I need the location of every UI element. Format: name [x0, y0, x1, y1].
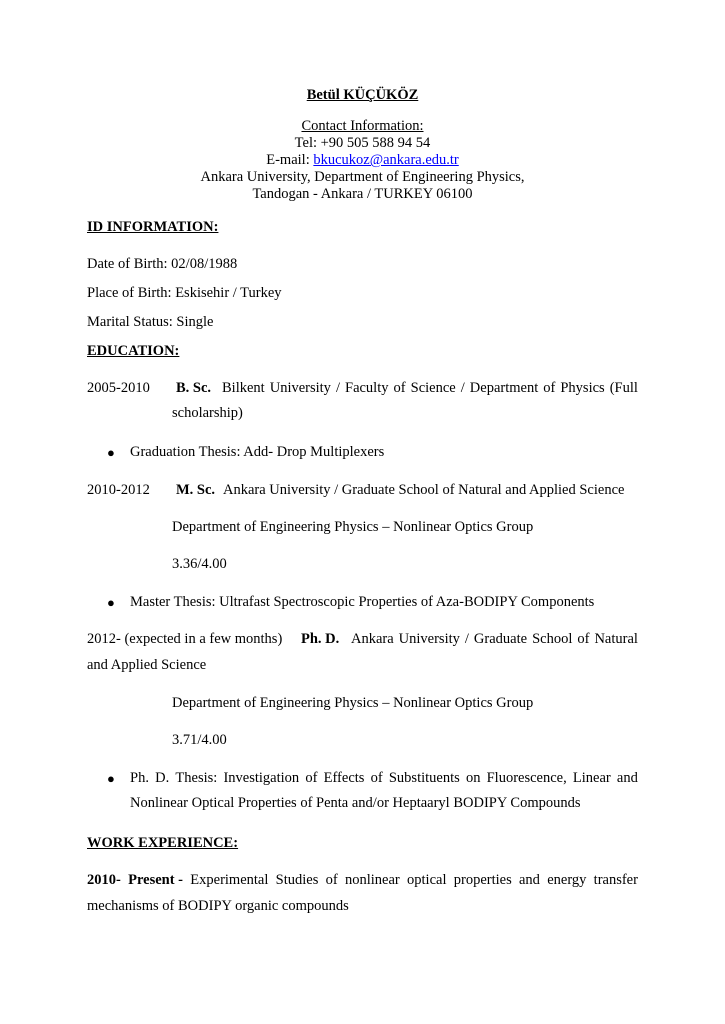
word: transfer	[593, 872, 638, 888]
word: Ankara	[351, 631, 394, 647]
address-line-1: Ankara University, Department of Engineering Physics,	[200, 169, 525, 185]
word: Investigation	[223, 770, 300, 786]
word: energy	[547, 872, 587, 888]
word: optical	[407, 872, 447, 888]
word: of	[370, 770, 383, 786]
work-period-present: Present -	[128, 872, 184, 888]
work-line-2: mechanisms of BODIPY organic compounds	[87, 898, 349, 914]
word: (Full	[609, 380, 638, 396]
word: nonlinear	[344, 872, 400, 888]
word: properties	[453, 872, 512, 888]
bsc-thesis: Graduation Thesis: Add- Drop Multiplexers	[130, 444, 385, 460]
phd-gpa: 3.71/4.00	[172, 732, 227, 748]
word: Thesis:	[175, 770, 218, 786]
msc-university: Ankara University / Graduate School of Natural and Applied Science	[223, 482, 625, 498]
word: Natural	[594, 631, 638, 647]
word: /	[335, 380, 340, 396]
msc-gpa: 3.36/4.00	[172, 556, 227, 572]
place-of-birth: Place of Birth: Eskisehir / Turkey	[87, 285, 282, 301]
bsc-line-1	[222, 380, 638, 397]
phd-years: 2012- (expected in a few months)	[87, 631, 283, 647]
word: of	[393, 380, 406, 396]
word: /	[460, 380, 465, 396]
phd-degree: Ph. D.	[301, 631, 340, 647]
education-heading: EDUCATION:	[87, 343, 180, 359]
phd-thesis-line-1	[130, 770, 638, 787]
word: Ph.	[130, 770, 149, 786]
bullet-icon: ●	[107, 771, 115, 786]
word: Experimental	[190, 872, 269, 888]
word: of	[543, 380, 556, 396]
word: Effects	[323, 770, 365, 786]
word: School	[532, 631, 573, 647]
word: /	[464, 631, 469, 647]
word: of	[325, 872, 338, 888]
work-period: 2010-	[87, 872, 121, 888]
contact-tel: Tel: +90 505 588 94 54	[294, 135, 431, 151]
bsc-line-2: scholarship)	[172, 405, 243, 421]
email-label: E-mail:	[266, 152, 314, 168]
phd-department: Department of Engineering Physics – Nonlinear Optics Group	[172, 695, 534, 711]
word: Graduate	[473, 631, 528, 647]
phd-line-1	[351, 631, 638, 648]
word: Department	[469, 380, 539, 396]
msc-years: 2010-2012	[87, 482, 150, 498]
word: Science	[410, 380, 456, 396]
address-line-2: Tandogan - Ankara / TURKEY 06100	[252, 186, 473, 202]
cv-name: Betül KÜÇÜKÖZ	[306, 87, 419, 103]
bsc-years: 2005-2010	[87, 380, 150, 396]
contact-email-line	[0, 152, 725, 169]
work-heading: WORK EXPERIENCE:	[87, 835, 239, 851]
date-of-birth: Date of Birth: 02/08/1988	[87, 256, 238, 272]
bullet-icon: ●	[107, 595, 115, 610]
word: Faculty	[345, 380, 389, 396]
word: University	[398, 631, 460, 647]
phd-line-2: and Applied Science	[87, 657, 207, 673]
word: and	[616, 770, 638, 786]
bsc-degree: B. Sc.	[176, 380, 212, 396]
word: on	[465, 770, 481, 786]
word: Bilkent	[222, 380, 265, 396]
id-info-heading: ID INFORMATION:	[87, 219, 219, 235]
word: Substituents	[388, 770, 460, 786]
work-line-1	[87, 872, 638, 889]
word: Studies	[275, 872, 319, 888]
word: University	[269, 380, 331, 396]
word: D.	[155, 770, 170, 786]
contact-heading: Contact Information:	[301, 118, 424, 134]
phd-thesis-line-2: Nonlinear Optical Properties of Penta and/or Heptaaryl BODIPY Compounds	[130, 795, 581, 811]
msc-thesis: Master Thesis: Ultrafast Spectroscopic Properties of Aza-BODIPY Components	[130, 594, 595, 610]
word: Fluorescence,	[486, 770, 567, 786]
word: of	[577, 631, 590, 647]
word: of	[305, 770, 318, 786]
word: Linear	[572, 770, 611, 786]
msc-degree: M. Sc.	[176, 482, 216, 498]
marital-status: Marital Status: Single	[87, 314, 214, 330]
word: and	[519, 872, 540, 888]
email-link[interactable]: bkucukoz@ankara.edu.tr	[313, 152, 459, 168]
word: Physics	[560, 380, 605, 396]
msc-department: Department of Engineering Physics – Nonlinear Optics Group	[172, 519, 534, 535]
bullet-icon: ●	[107, 445, 115, 460]
